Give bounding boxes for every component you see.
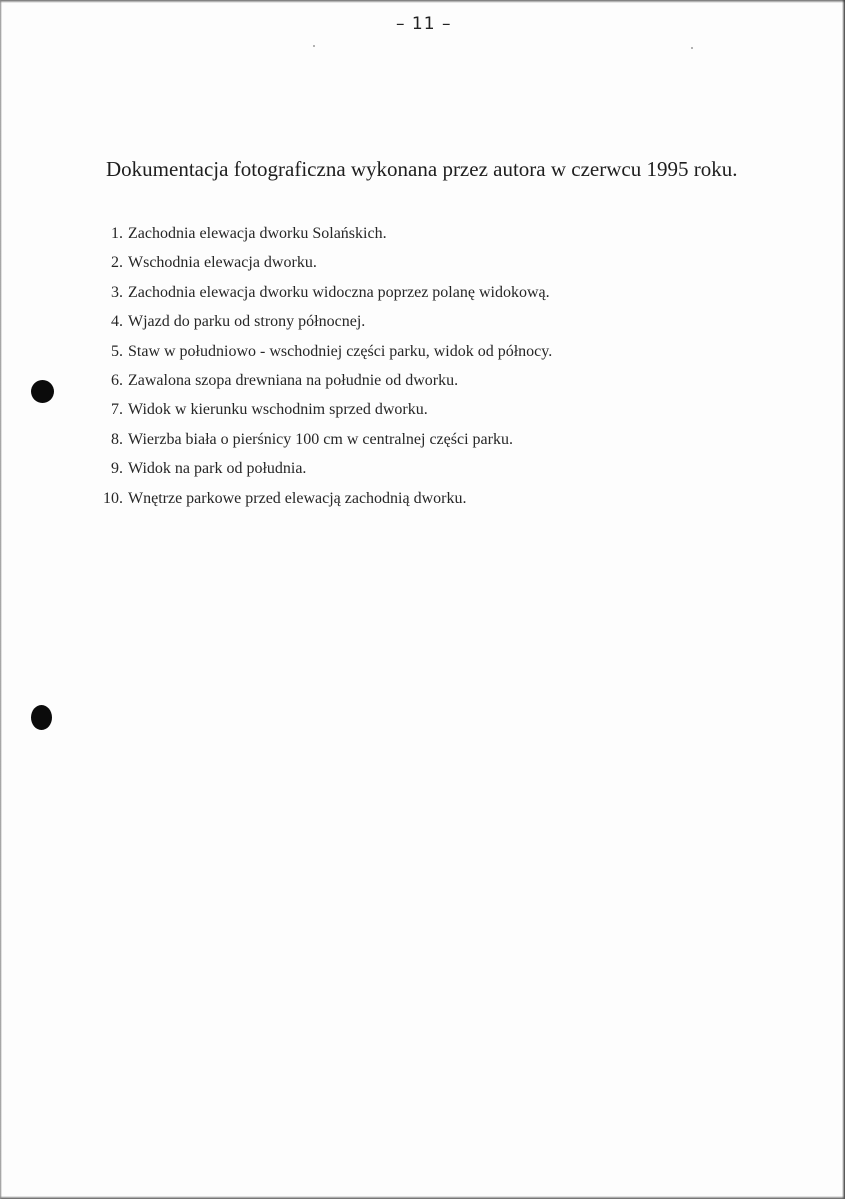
- list-item-number: 8.: [111, 430, 123, 448]
- list-item: [100, 484, 552, 513]
- photo-list: [100, 219, 552, 513]
- list-item-text: Wschodnia elewacja dworku.: [128, 254, 317, 272]
- list-item-number: 10.: [103, 489, 123, 507]
- list-item: [100, 366, 552, 395]
- list-item-text: Wjazd do parku od strony północnej.: [128, 313, 366, 331]
- list-item-number: 9.: [111, 460, 123, 478]
- list-item-text: Zachodnia elewacja dworku Solańskich.: [128, 225, 387, 242]
- page-heading: Dokumentacja fotograficzna wykonana przez autora w czerwcu 1995 roku.: [106, 157, 738, 181]
- scan-edge-left: [0, 0, 2, 1199]
- page-number: – 11 –: [396, 14, 452, 34]
- list-item-text: Wnętrze parkowe przed elewacją zachodnią dworku.: [128, 489, 467, 507]
- list-item-number: 2.: [111, 254, 123, 272]
- list-item-text: Widok w kierunku wschodnim sprzed dworku.: [128, 401, 428, 419]
- list-item-number: 7.: [111, 401, 123, 419]
- list-item: [100, 425, 552, 454]
- list-item: [100, 454, 552, 483]
- list-item: [100, 278, 552, 307]
- list-item: [100, 248, 552, 277]
- list-item: [100, 337, 552, 366]
- list-item-text: Staw w południowo - wschodniej części parku, widok od północy.: [128, 342, 553, 360]
- list-item-number: 4.: [111, 313, 123, 331]
- list-item-number: 3.: [111, 283, 123, 301]
- scan-edge-top: [0, 0, 845, 3]
- list-item-number: 6.: [111, 371, 123, 389]
- list-item-text: Zawalona szopa drewniana na południe od dworku.: [128, 371, 459, 389]
- list-item-text: Wierzba biała o pierśnicy 100 cm w centralnej części parku.: [128, 430, 513, 448]
- list-item: [100, 219, 552, 248]
- list-item-number: 5.: [111, 342, 123, 360]
- list-item-number: 1.: [111, 225, 123, 242]
- list-item: [100, 307, 552, 336]
- list-item-text: Widok na park od południa.: [128, 460, 307, 478]
- list-item: [100, 395, 552, 424]
- scan-speck: [313, 45, 315, 47]
- scan-speck: [691, 47, 693, 49]
- punch-hole: [31, 705, 52, 730]
- list-item-text: Zachodnia elewacja dworku widoczna poprzez polanę widokową.: [128, 283, 550, 301]
- punch-hole: [31, 380, 54, 403]
